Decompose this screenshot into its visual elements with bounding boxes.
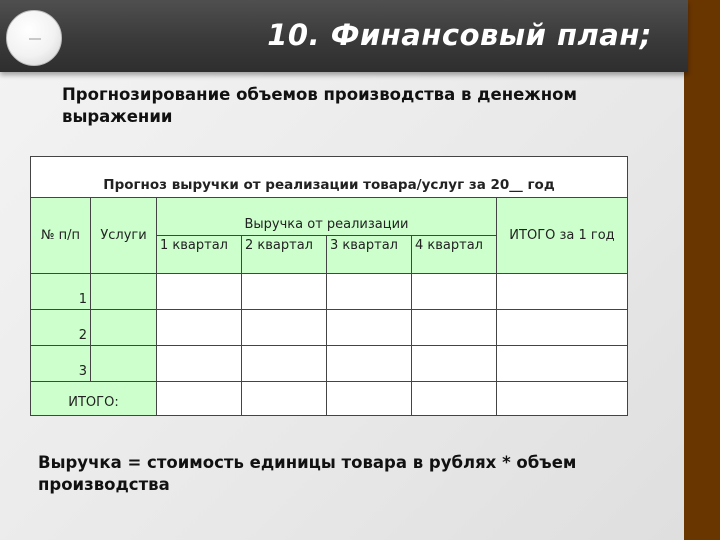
column-header-quarter-3: 3 квартал: [327, 236, 412, 274]
column-header-number: № п/п: [31, 198, 91, 274]
table-cell: [497, 310, 628, 346]
table-cell: [242, 310, 327, 346]
slide-subtitle: Прогнозирование объемов производства в денежном выражении: [62, 85, 577, 126]
total-label: ИТОГО:: [31, 382, 157, 416]
table-cell: [327, 382, 412, 416]
slide-title: 10. Финансовый план;: [267, 18, 652, 52]
table-cell: [242, 274, 327, 310]
table-cell: [157, 274, 242, 310]
table-cell: [412, 346, 497, 382]
row-number: 2: [31, 310, 91, 346]
table-cell: [497, 274, 628, 310]
dash-icon: [29, 38, 41, 40]
column-header-quarter-4: 4 квартал: [412, 236, 497, 274]
table-cell: [91, 346, 157, 382]
table-cell: [242, 346, 327, 382]
table-cell: [242, 382, 327, 416]
row-number: 3: [31, 346, 91, 382]
revenue-formula: Выручка = стоимость единицы товара в рублях * объем производства: [38, 453, 577, 494]
column-header-service: Услуги: [91, 198, 157, 274]
accent-band: [684, 0, 720, 540]
table-row: [31, 310, 628, 346]
column-header-quarter-1: 1 квартал: [157, 236, 242, 274]
table-title: Прогноз выручки от реализации товара/услуг за 20__ год: [31, 157, 628, 198]
table-cell: [412, 310, 497, 346]
header-circle-ornament: [6, 10, 62, 66]
row-number: 1: [31, 274, 91, 310]
table-cell: [91, 274, 157, 310]
table-cell: [327, 274, 412, 310]
header-bar: [0, 0, 688, 72]
table-cell: [412, 274, 497, 310]
column-header-year-total: ИТОГО за 1 год: [497, 198, 628, 274]
table-cell: [157, 382, 242, 416]
table-cell: [91, 310, 157, 346]
table-cell: [157, 310, 242, 346]
table-cell: [327, 310, 412, 346]
column-header-quarter-2: 2 квартал: [242, 236, 327, 274]
table-cell: [157, 346, 242, 382]
table-row: [31, 274, 628, 310]
table-cell: [497, 382, 628, 416]
table-cell: [412, 382, 497, 416]
total-row: [31, 382, 628, 416]
revenue-forecast-table: [30, 156, 628, 416]
table-row: [31, 346, 628, 382]
table-cell: [497, 346, 628, 382]
revenue-group-header: Выручка от реализации: [157, 198, 497, 236]
table-cell: [327, 346, 412, 382]
